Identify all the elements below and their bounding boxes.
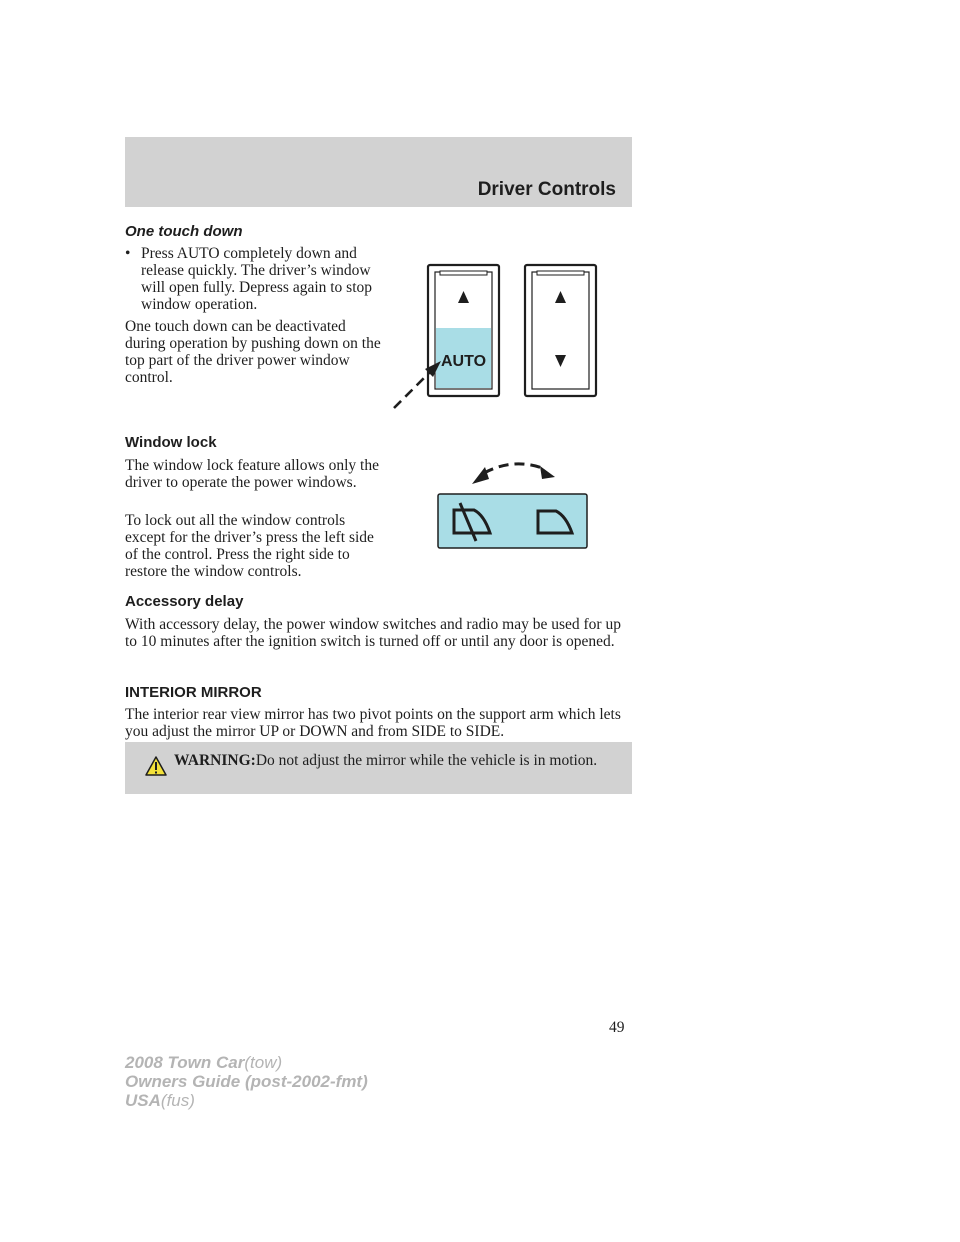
accessory-delay-paragraph: With accessory delay, the power window switches and radio may be used for up to 10 minutes after the ignition switch is turned off or until any door is opened. bbox=[125, 616, 621, 650]
window-lock-heading: Window lock bbox=[125, 434, 217, 451]
one-touch-down-heading: One touch down bbox=[125, 223, 243, 240]
footer-market-code: (fus) bbox=[160, 1091, 195, 1110]
auto-label: AUTO bbox=[440, 353, 487, 370]
window-lock-paragraph-1: The window lock feature allows only the driver to operate the power windows. bbox=[125, 457, 379, 491]
page-number: 49 bbox=[609, 1019, 625, 1036]
warning-message: Do not adjust the mirror while the vehicle is in motion. bbox=[255, 752, 598, 769]
arrow-left-icon bbox=[472, 467, 489, 484]
accessory-delay-heading: Accessory delay bbox=[125, 593, 244, 610]
window-lock-illustration bbox=[432, 455, 597, 555]
arrow-right-icon bbox=[540, 466, 555, 479]
footer-market: USA bbox=[125, 1091, 161, 1110]
footer-model: 2008 Town Car bbox=[125, 1053, 245, 1072]
interior-mirror-paragraph: The interior rear view mirror has two pivot points on the support arm which lets you adjust the mirror UP or DOWN and from SIDE to SIDE. bbox=[125, 706, 621, 740]
interior-mirror-heading: INTERIOR MIRROR bbox=[125, 684, 262, 701]
one-touch-down-bullet: Press AUTO completely down and release quickly. The driver’s window will open fully. Depress again to stop window operation. bbox=[141, 245, 373, 313]
warning-label: WARNING: bbox=[174, 752, 256, 769]
section-header-band bbox=[125, 137, 632, 207]
warning-text-block bbox=[174, 752, 604, 769]
footer-guide: Owners Guide (post-2002-fmt) bbox=[125, 1072, 368, 1091]
bullet-marker: • bbox=[125, 245, 131, 262]
document-footer bbox=[125, 1053, 368, 1110]
one-touch-down-paragraph: One touch down can be deactivated during operation by pushing down on the top part of the driver power window control. bbox=[125, 318, 381, 386]
warning-triangle-icon bbox=[145, 756, 167, 776]
section-title: Driver Controls bbox=[477, 179, 616, 200]
window-switch-illustration bbox=[388, 260, 603, 415]
window-lock-paragraph-2: To lock out all the window controls except for the driver’s press the left side of the control. Press the right side to restore the window controls. bbox=[125, 512, 374, 580]
warning-box bbox=[125, 742, 632, 794]
footer-model-code: (tow) bbox=[244, 1053, 283, 1072]
